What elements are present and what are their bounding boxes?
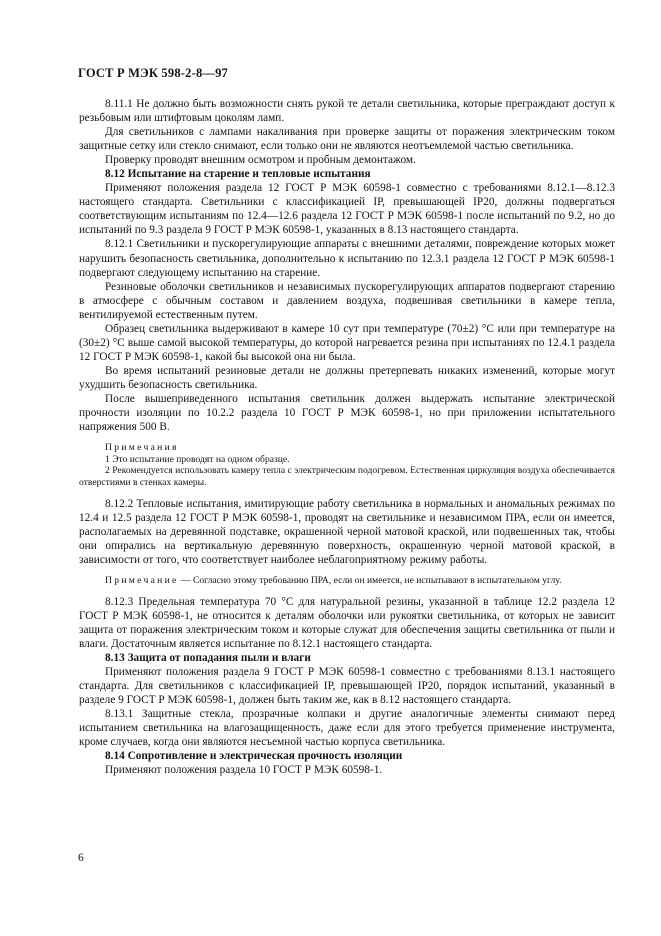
paragraph-8-13-intro: Применяют положения раздела 9 ГОСТ Р МЭК 60598-1 совместно с требованиями 8.13.1 настоящего стандарта. Для светильников с классификацией IP, превышающей IP20, порядок испытаний, указанный в разделе 9 ГОСТ Р МЭК 60598-1, должен быть таким же, как в 8.12 настоящего стандарта.	[79, 665, 615, 707]
paragraph-8-12-intro: Применяют положения раздела 12 ГОСТ Р МЭК 60598-1 совместно с требованиями 8.12.1—8.12.3 настоящего стандарта. Светильники с классификацией IP, превышающей IP20, должны подвергаться соответствующим испытаниям по 12.4—12.6 раздела 12 ГОСТ Р МЭК 60598-1 после испытаний по 9.2, но до испытаний по 9.3 раздела 9 ГОСТ Р МЭК 60598-1, указанных в 8.13 настоящего стандарта.	[79, 182, 615, 237]
paragraph-no-changes: Во время испытаний резиновые детали не должны претерпевать никаких изменений, которые могут ухудшить безопасность светильника.	[79, 364, 615, 391]
paragraph-8-12-2: 8.12.2 Тепловые испытания, имитирующие работу светильника в нормальных и аномальных режимах по 12.4 и 12.5 раздела 12 ГОСТ Р МЭК 60598-1, проводят на светильнике и независимом ПРА, если он имеется, располагаемых на деревянной подставке, окрашенной черной матовой краской, или подвешенных так, чтобы они опирались на вертикальную деревянную поверхность, окрашенную черной матовой краской, в зависимости от того, что соответствует наиболее неблагоприятному режиму работы.	[79, 497, 615, 566]
note-1: 1 Это испытание проводят на одном образце.	[105, 453, 290, 465]
notes-block	[79, 442, 615, 488]
notes-title: Примечания	[105, 442, 179, 454]
page-number: 6	[78, 852, 84, 864]
document-body	[79, 97, 615, 777]
note-2: 2 Рекомендуется использовать камеру тепла с электрическим подогревом. Естественная циркуляция воздуха обеспечивается отверстиями в стенках камеры.	[79, 465, 615, 488]
paragraph-8-12-3: 8.12.3 Предельная температура 70 °С для натуральной резины, указанной в таблице 12.2 раздела 12 ГОСТ Р МЭК 60598-1, не относится к деталям оболочки или рукоятки светильника, от которых не зависит защита от поражения электрическим током и которые служат для обеспечения защиты светильника от пыли и влаги. Достаточным является испытание по 8.12.1 настоящего стандарта.	[79, 595, 615, 650]
paragraph-incandescent-lamps: Для светильников с лампами накаливания при проверке защиты от поражения электрическим током защитные сетку или стекло снимают, если только они не являются неотъемлемой частью светильника.	[79, 126, 615, 153]
paragraph-rubber-sheaths: Резиновые оболочки светильников и независимых пускорегулирующих аппаратов подвергают старению в атмосфере с обычным составом и давлением воздуха, подвешивая светильники в камере тепла, вентилируемой естественным путем.	[79, 280, 615, 321]
inline-note-label: Примечание	[105, 574, 179, 586]
paragraph-inspection: Проверку проводят внешним осмотром и пробным демонтажом.	[105, 154, 416, 167]
heading-8-14: 8.14 Сопротивление и электрическая прочность изоляции	[105, 750, 403, 763]
paragraph-8-12-1: 8.12.1 Светильники и пускорегулирующие аппараты с внешними деталями, повреждение которых может нарушить безопасность светильника, дополнительно к испытанию по 12.3.1 раздела 12 ГОСТ Р МЭК 60598-1 подвергают следующему испытанию на старение.	[79, 238, 615, 279]
paragraph-8-11-1: 8.11.1 Не должно быть возможности снять рукой те детали светильника, которые преграждают доступ к резьбовым или штифтовым цоколям ламп.	[79, 98, 615, 125]
paragraph-8-14-intro: Применяют положения раздела 10 ГОСТ Р МЭК 60598-1.	[105, 764, 383, 777]
document-header: ГОСТ Р МЭК 598-2-8—97	[78, 66, 229, 80]
inline-note	[79, 575, 615, 587]
paragraph-electric-strength: После вышеприведенного испытания светильник должен выдержать испытание электрической прочности изоляции по 10.2.2 раздела 10 ГОСТ Р МЭК 60598-1, но при приложении испытательного напряжения 500 В.	[79, 392, 615, 434]
paragraph-sample-exposure: Образец светильника выдерживают в камере 10 сут при температуре (70±2) °С или при температуре на (30±2) °С выше самой высокой температуры, до которой нагревается резина при испытаниях по 12.4.1 раздела 12 ГОСТ Р МЭК 60598-1, какой бы высокой она ни была.	[79, 322, 615, 363]
paragraph-8-13-1: 8.13.1 Защитные стекла, прозрачные колпаки и другие аналогичные элементы снимают перед испытанием светильника на влагозащищенность, даже если для этого требуется применение инструмента, кроме случаев, когда они являются несъемной частью корпуса светильника.	[79, 708, 615, 749]
heading-8-12: 8.12 Испытание на старение и тепловые испытания	[105, 168, 371, 181]
inline-note-text: — Согласно этому требованию ПРА, если он имеется, не испытывают в испытательном углу.	[178, 574, 562, 586]
heading-8-13: 8.13 Защита от попадания пыли и влаги	[105, 651, 311, 664]
